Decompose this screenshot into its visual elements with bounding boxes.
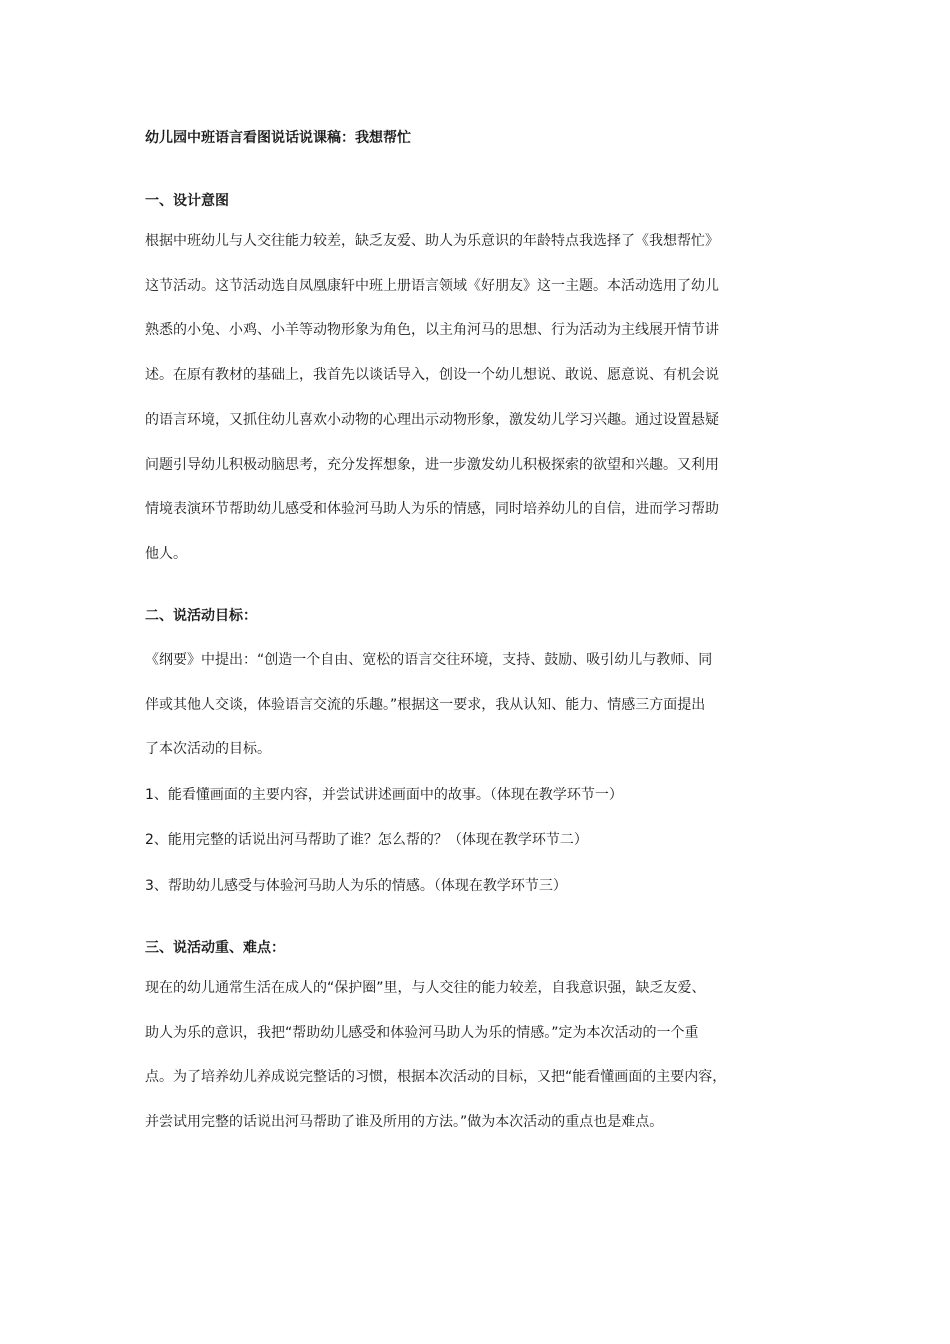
paragraph-line: 熟悉的小兔、小鸡、小羊等动物形象为角色，以主角河马的思想、行为活动为主线展开情节讲 (145, 322, 719, 339)
paragraph-line: 《纲要》中提出：“创造一个自由、宽松的语言交往环境，支持、鼓励、吸引幼儿与教师、同 (145, 652, 713, 668)
design-intent-paragraph (145, 219, 810, 577)
paragraph-line: 了本次活动的目标。 (145, 741, 271, 758)
activity-goals-paragraph (145, 638, 810, 772)
paragraph-line: 这节活动。这节活动选自凤凰康轩中班上册语言领域《好朋友》这一主题。本活动选用了幼儿 (145, 277, 719, 294)
paragraph-line: 的语言环境，又抓住幼儿喜欢小动物的心理出示动物形象，激发幼儿学习兴趣。通过设置悬疑 (145, 411, 719, 428)
paragraph-line: 伴或其他人交谈，体验语言交流的乐趣。”根据这一要求，我从认知、能力、情感三方面提出 (145, 696, 706, 713)
paragraph-line: 现在的幼儿通常生活在成人的“保护圈”里，与人交往的能力较差，自我意识强，缺乏友爱、 (145, 980, 706, 996)
goal-item-3: 3、帮助幼儿感受与体验河马助人为乐的情感。（体现在教学环节三） (145, 878, 567, 894)
paragraph-line: 点。为了培养幼儿养成说完整话的习惯，根据本次活动的目标，又把“能看懂画面的主要内容， (145, 1069, 727, 1086)
key-points-paragraph (145, 966, 810, 1145)
section-heading-activity-goals: 二、说活动目标： (145, 608, 257, 624)
paragraph-line: 述。在原有教材的基础上，我首先以谈话导入，创设一个幼儿想说、敢说、愿意说、有机会说 (145, 367, 719, 384)
section-heading-design-intent: 一、设计意图 (145, 193, 229, 209)
paragraph-line: 并尝试用完整的话说出河马帮助了谁及所用的方法。”做为本次活动的重点也是难点。 (145, 1114, 664, 1131)
paragraph-line: 他人。 (145, 545, 187, 562)
document-title: 幼儿园中班语言看图说话说课稿：我想帮忙 (145, 130, 411, 146)
section-heading-key-points: 三、说活动重、难点： (145, 940, 285, 956)
paragraph-line: 助人为乐的意识，我把“帮助幼儿感受和体验河马助人为乐的情感。”定为本次活动的一个重 (145, 1024, 699, 1041)
paragraph-line: 根据中班幼儿与人交往能力较差，缺乏友爱、助人为乐意识的年龄特点我选择了《我想帮忙》 (145, 233, 719, 249)
goal-item-2: 2、能用完整的话说出河马帮助了谁？怎么帮的？（体现在教学环节二） (145, 832, 588, 848)
paragraph-line: 情境表演环节帮助幼儿感受和体验河马助人为乐的情感，同时培养幼儿的自信，进而学习帮助 (145, 501, 719, 518)
goal-item-1: 1、能看懂画面的主要内容，并尝试讲述画面中的故事。（体现在教学环节一） (145, 787, 623, 803)
paragraph-line: 问题引导幼儿积极动脑思考，充分发挥想象，进一步激发幼儿积极探索的欲望和兴趣。又利用 (145, 456, 719, 473)
